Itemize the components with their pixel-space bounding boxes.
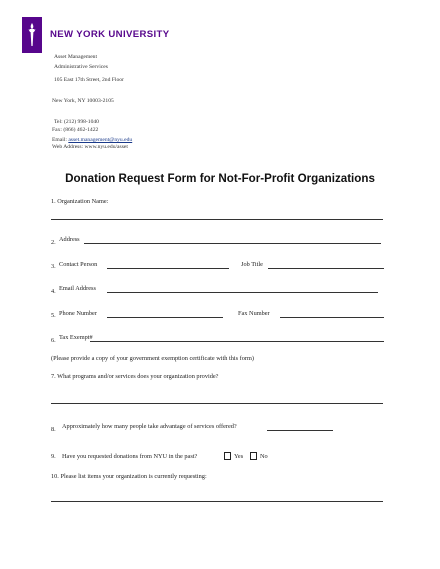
q10-label: 10. Please list items your organization is currently requesting: xyxy=(51,473,207,480)
dept-line-1: Asset Management xyxy=(54,54,98,60)
q4-number: 4. xyxy=(51,288,56,295)
telephone: Tel: (212) 998-1040 xyxy=(54,119,99,125)
yes-label: Yes xyxy=(234,453,244,460)
q8-label: Approximately how many people take advantage of services offered? xyxy=(62,423,237,430)
email-line xyxy=(52,137,132,144)
yes-checkbox[interactable] xyxy=(224,452,231,460)
dept-line-2: Administrative Services xyxy=(54,64,108,70)
fax-number-label: Fax Number xyxy=(238,310,270,317)
q9-number: 9. xyxy=(51,453,56,460)
university-name: NEW YORK UNIVERSITY xyxy=(50,29,170,40)
q9-label: Have you requested donations from NYU in the past? xyxy=(62,453,198,460)
q7-label: 7. What programs and/or services does your organization provide? xyxy=(51,373,219,380)
q8-number: 8. xyxy=(51,426,56,433)
requested-items-field[interactable] xyxy=(51,501,383,502)
q6-number: 6. xyxy=(51,337,56,344)
q5-number: 5. xyxy=(51,312,56,319)
street-address: 105 East 17th Street, 2nd Floor xyxy=(54,77,124,83)
form-title: Donation Request Form for Not-For-Profit Organizations xyxy=(65,172,375,185)
city-address: New York, NY 10003-2105 xyxy=(52,98,114,104)
job-title-field[interactable] xyxy=(268,268,384,269)
phone-number-field[interactable] xyxy=(107,317,223,318)
q3-label: Contact Person xyxy=(59,261,98,268)
web-address: Web Address: www.nyu.edu/asset xyxy=(52,144,128,150)
q6-label: Tax Exempt# xyxy=(59,334,93,341)
no-checkbox[interactable] xyxy=(250,452,257,460)
q3-number: 3. xyxy=(51,263,56,270)
fax: Fax: (866) 462-1422 xyxy=(52,127,99,133)
tax-exempt-field[interactable] xyxy=(90,341,384,342)
email-address-field[interactable] xyxy=(107,292,378,293)
programs-field[interactable] xyxy=(51,403,383,404)
no-label: No xyxy=(260,453,268,460)
contact-person-field[interactable] xyxy=(107,268,229,269)
q2-number: 2. xyxy=(51,239,56,246)
q4-label: Email Address xyxy=(59,285,96,292)
q5-label: Phone Number xyxy=(59,310,97,317)
people-served-field[interactable] xyxy=(267,430,333,431)
email-link[interactable]: asset.management@nyu.edu xyxy=(68,137,133,143)
email-label: Email: xyxy=(52,137,67,143)
fax-number-field[interactable] xyxy=(280,317,384,318)
organization-name-field[interactable] xyxy=(51,219,383,220)
q6-note: (Please provide a copy of your government exemption certificate with this form) xyxy=(51,355,255,362)
address-field[interactable] xyxy=(84,243,381,244)
q2-label: Address xyxy=(59,236,80,243)
job-title-label: Job Title xyxy=(241,261,263,268)
nyu-logo xyxy=(22,17,42,53)
torch-icon xyxy=(22,17,42,53)
q1-label: 1. Organization Name: xyxy=(51,198,109,205)
